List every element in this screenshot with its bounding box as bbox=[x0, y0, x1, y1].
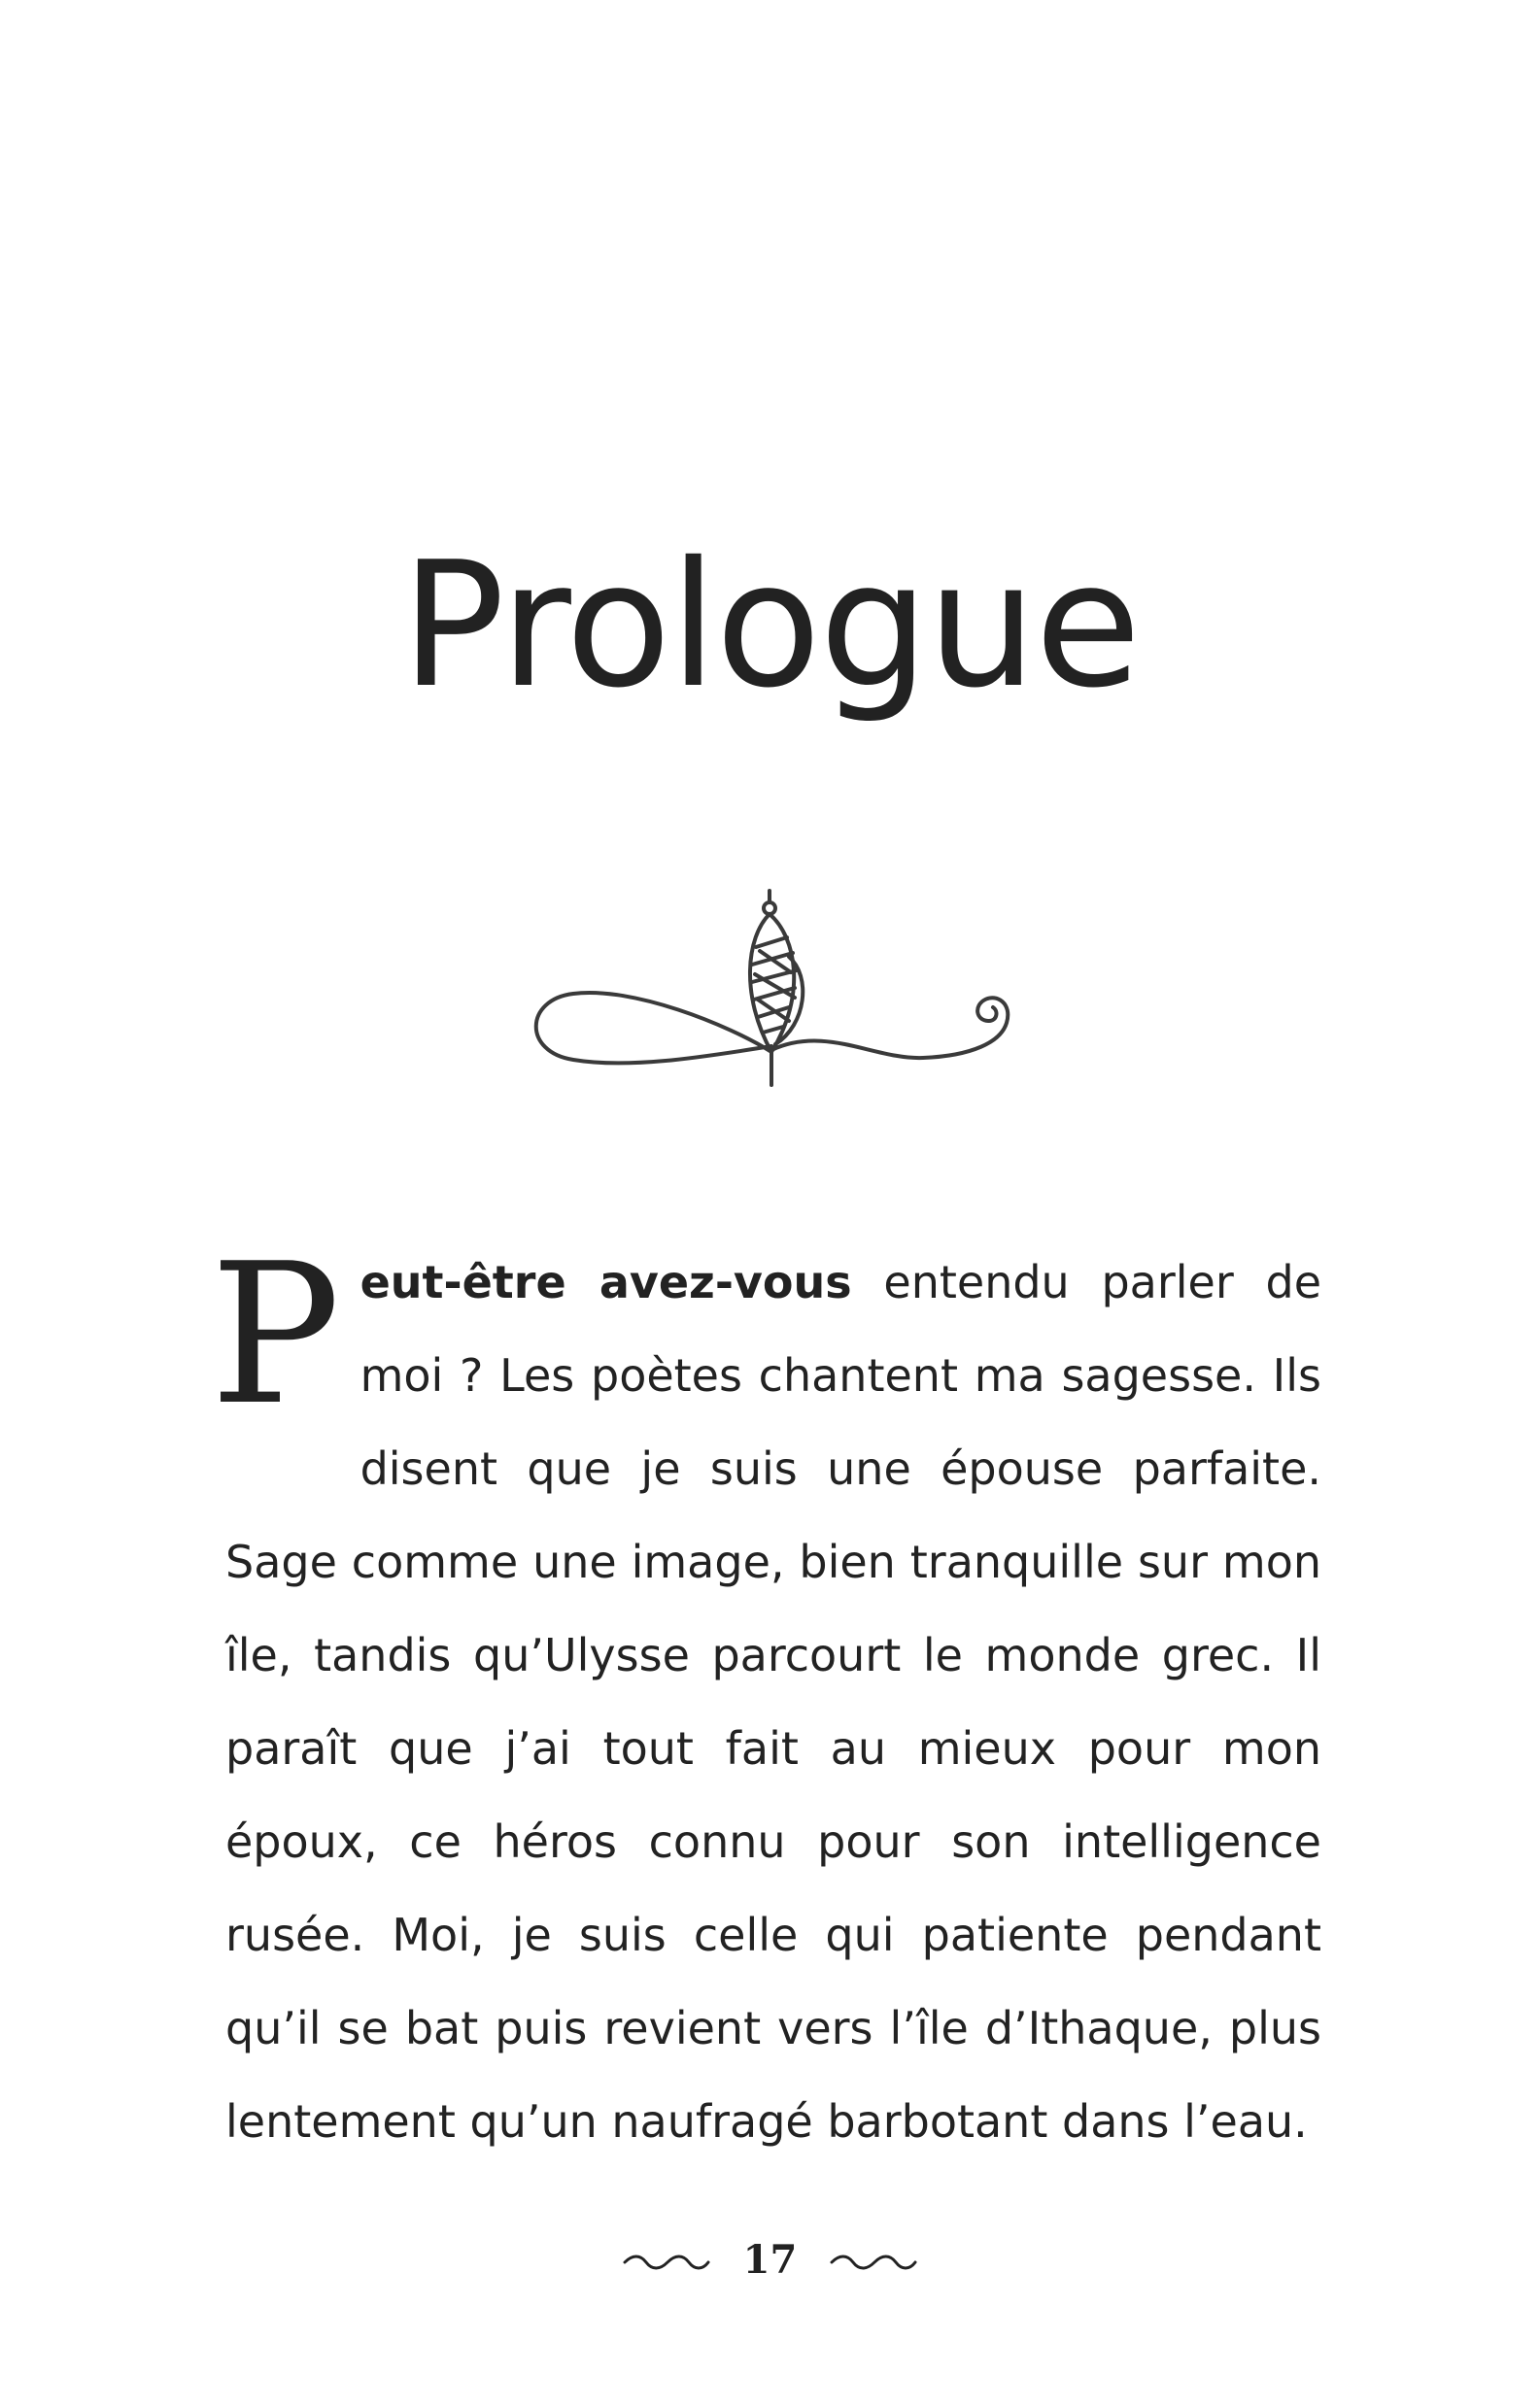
page-number: 17 bbox=[742, 2237, 798, 2283]
prologue-paragraph bbox=[210, 1222, 1321, 2168]
drop-cap: P bbox=[210, 1222, 341, 1448]
page-folio bbox=[0, 2231, 1540, 2289]
wave-icon bbox=[830, 2249, 917, 2272]
chapter-title: Prologue bbox=[400, 525, 1140, 726]
wave-icon bbox=[623, 2249, 710, 2272]
paragraph-body: entendu parler de moi ? Les poètes chantent ma sagesse. Ils disent que je suis une épouse parfaite. Sage comme une image, bien tranquille sur mon île, tandis qu’Ulysse parcourt le monde grec. Il paraît que j’ai tout fait au mieux pour mon époux, ce héros connu pour son intelligence rusée. Moi, je suis celle qui patiente pendant qu’il se bat puis revient vers l’île d’Ithaque, plus lentement qu’un naufragé barbotant dans l’eau. bbox=[225, 1256, 1321, 2148]
spindle-thread-ornament-icon bbox=[515, 879, 1030, 1098]
lead-in-text: eut-être avez-vous bbox=[359, 1256, 852, 1308]
